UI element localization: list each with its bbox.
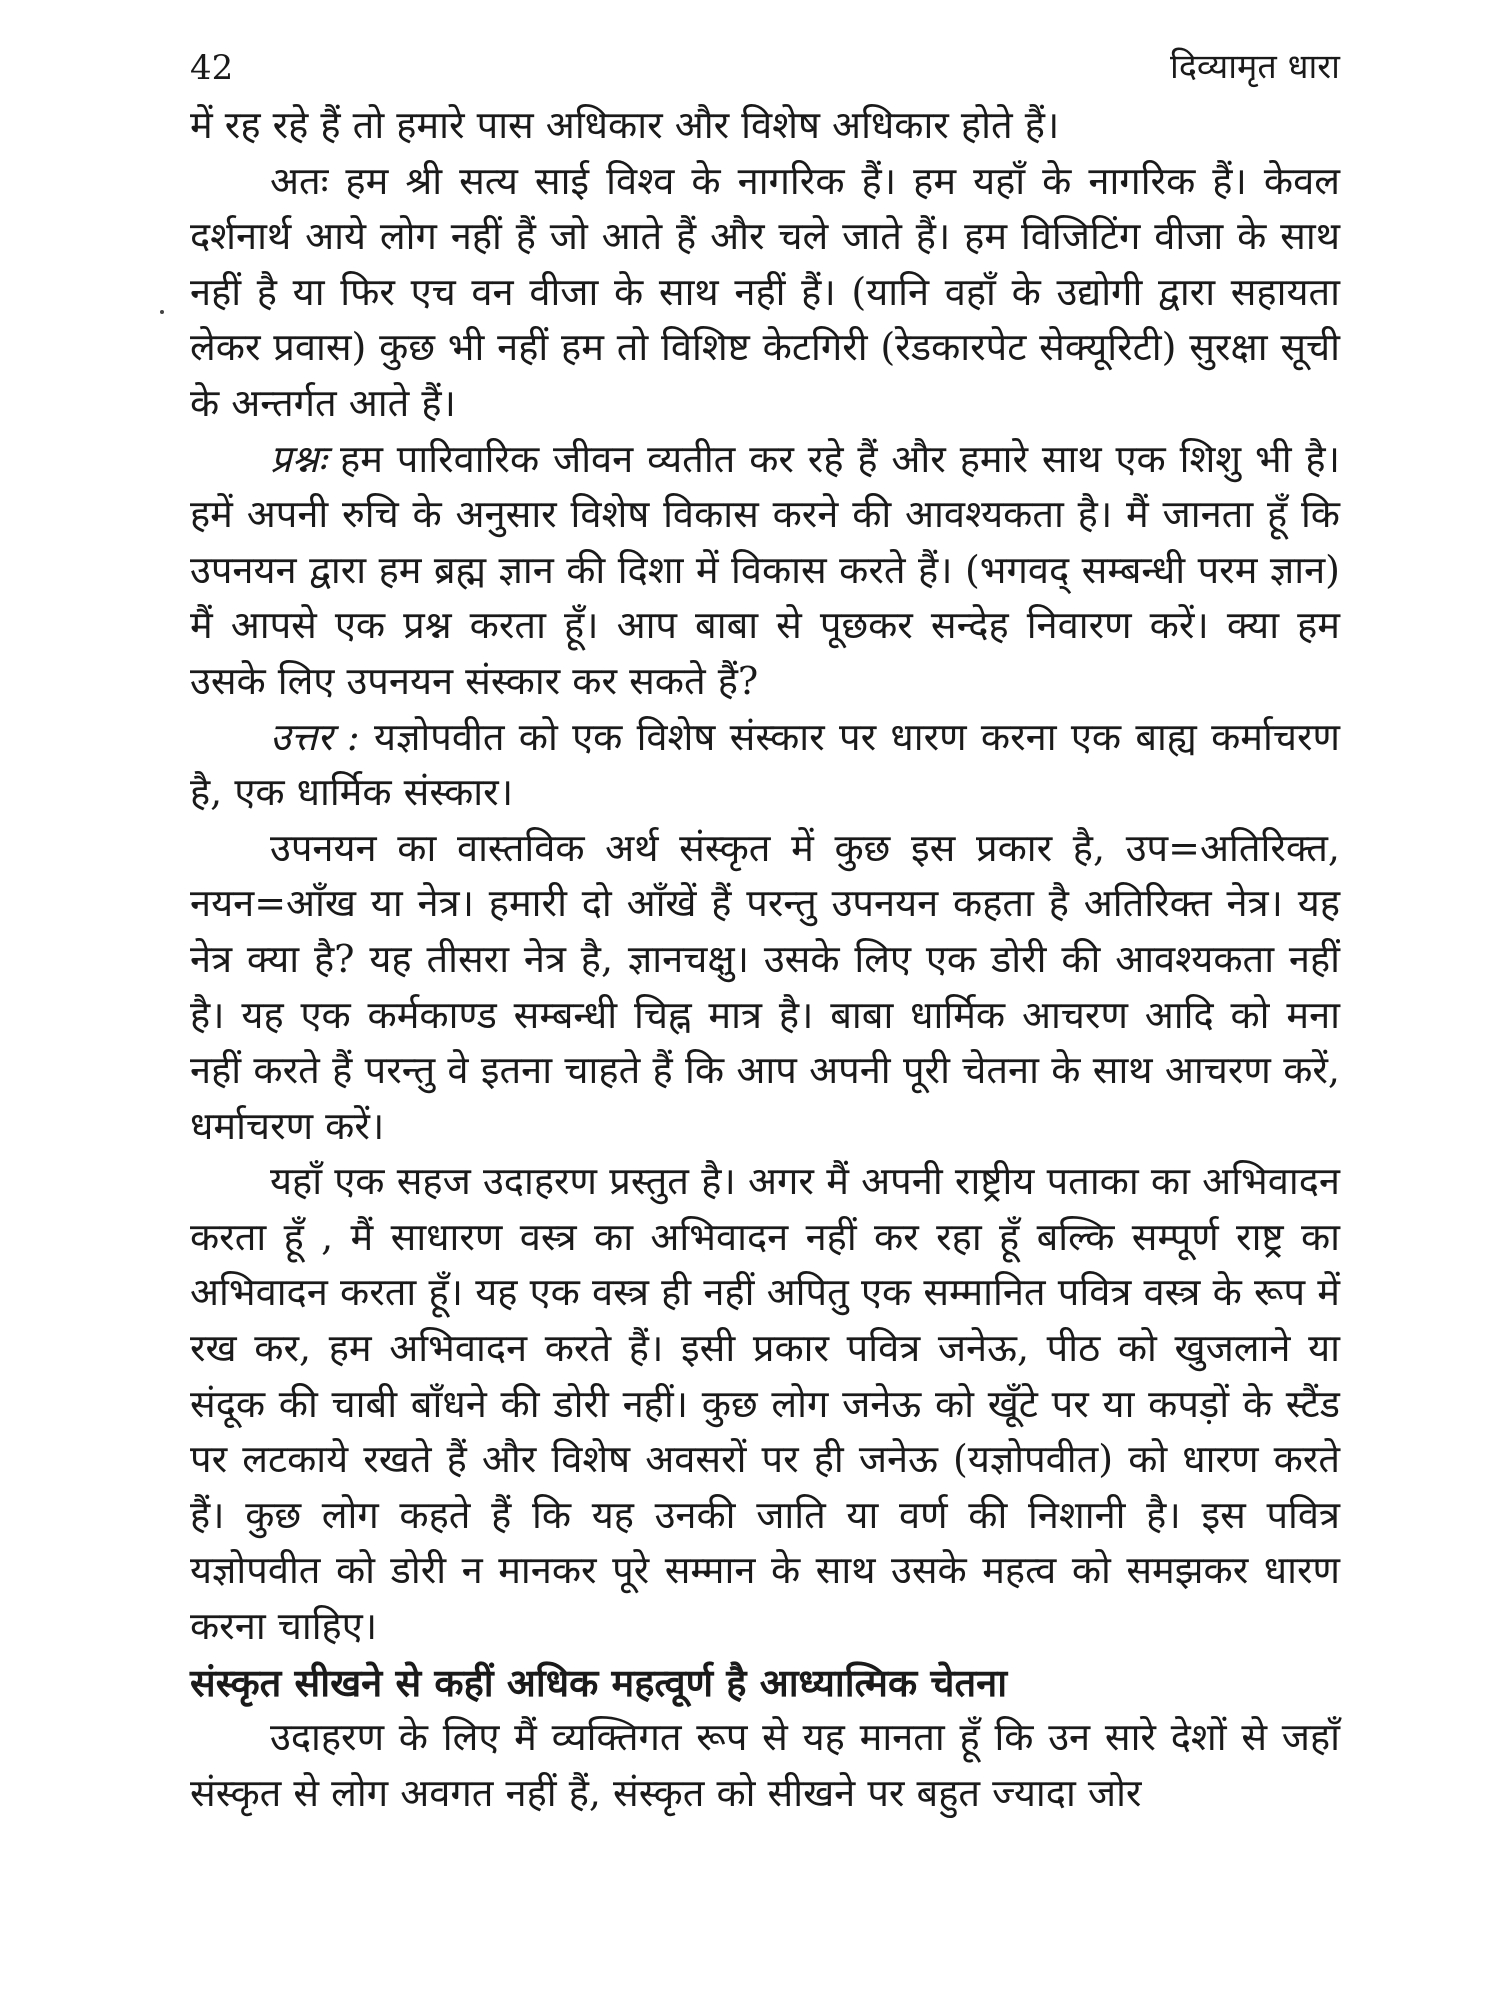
scan-speck — [160, 310, 164, 314]
paragraph-answer — [190, 710, 1340, 821]
page-body — [190, 98, 1340, 1821]
answer-text: यज्ञोपवीत को एक विशेष संस्कार पर धारण करना एक बाह्य कर्माचरण है, एक धार्मिक संस्कार। — [190, 714, 1340, 815]
page-number: 42 — [190, 48, 234, 88]
page-header — [190, 28, 1340, 88]
section-heading: संस्कृत सीखने से कहीं अधिक महत्वूर्ण है आध्यात्मिक चेतना — [190, 1659, 1008, 1705]
paragraph-question — [190, 432, 1340, 710]
paragraph-citizens: अतः हम श्री सत्य साई विश्व के नागरिक हैं। हम यहाँ के नागरिक हैं। केवल दर्शनार्थ आये लोग नहीं हैं जो आते हैं और चले जाते हैं। हम विजिटिंग वीजा के साथ नहीं है या फिर एच वन वीजा के साथ नहीं हैं। (यानि वहाँ के उद्योगी द्वारा सहायता लेकर प्रवास) कुछ भी नहीं हम तो विशिष्ट केटगिरी (रेडकारपेट सेक्यूरिटी) सुरक्षा सूची के अन्तर्गत आते हैं। — [190, 158, 1340, 425]
answer-label: उत्तर : — [270, 714, 360, 759]
question-label: प्रश्नः — [270, 436, 327, 481]
book-title: दिव्यामृत धारा — [1170, 47, 1340, 87]
paragraph-flag-example: यहाँ एक सहज उदाहरण प्रस्तुत है। अगर मैं अपनी राष्ट्रीय पताका का अभिवादन करता हूँ , मैं साधारण वस्त्र का अभिवादन नहीं कर रहा हूँ बल्कि सम्पूर्ण राष्ट्र का अभिवादन करता हूँ। यह एक वस्त्र ही नहीं अपितु एक सम्मानित पवित्र वस्त्र के रूप में रख कर, हम अभिवादन करते हैं। इसी प्रकार पवित्र जनेऊ, पीठ को खुजलाने या संदूक की चाबी बाँधने की डोरी नहीं। कुछ लोग जनेऊ को खूँटे पर या कपड़ों के स्टैंड पर लटकाये रखते हैं और विशेष अवसरों पर ही जनेऊ (यज्ञोपवीत) को धारण करते हैं। कुछ लोग कहते हैं कि यह उनकी जाति या वर्ण की निशानी है। इस पवित्र यज्ञोपवीत को डोरी न मानकर पूरे सम्मान के साथ उसके महत्व को समझकर धारण करना चाहिए। — [190, 1159, 1341, 1649]
paragraph-upanayan-meaning: उपनयन का वास्तविक अर्थ संस्कृत में कुछ इस प्रकार है, उप=अतिरिक्त, नयन=आँख या नेत्र। हमारी दो आँखें हैं परन्तु उपनयन कहता है अतिरिक्त नेत्र। यह नेत्र क्या है? यह तीसरा नेत्र है, ज्ञानचक्षु। उसके लिए एक डोरी की आवश्यकता नहीं है। यह एक कर्मकाण्ड सम्बन्धी चिह्न मात्र है। बाबा धार्मिक आचरण आदि को मना नहीं करते हैं परन्तु वे इतना चाहते हैं कि आप अपनी पूरी चेतना के साथ आचरण करें, धर्माचरण करें। — [190, 825, 1340, 1148]
paragraph-continuation: में रह रहे हैं तो हमारे पास अधिकार और विशेष अधिकार होते हैं। — [190, 103, 1060, 147]
paragraph-sanskrit: उदाहरण के लिए मैं व्यक्तिगत रूप से यह मानता हूँ कि उन सारे देशों से जहाँ संस्कृत से लोग अवगत नहीं हैं, संस्कृत को सीखने पर बहुत ज्यादा जोर — [190, 1715, 1340, 1815]
question-text: हम पारिवारिक जीवन व्यतीत कर रहे हैं और हमारे साथ एक शिशु भी है। हमें अपनी रुचि के अनुसार विशेष विकास करने की आवश्यकता है। मैं जानता हूँ कि उपनयन द्वारा हम ब्रह्म ज्ञान की दिशा में विकास करते हैं। (भगवद् सम्बन्धी परम ज्ञान) मैं आपसे एक प्रश्न करता हूँ। आप बाबा से पूछकर सन्देह निवारण करें। क्या हम उसके लिए उपनयन संस्कार कर सकते हैं? — [190, 436, 1340, 703]
